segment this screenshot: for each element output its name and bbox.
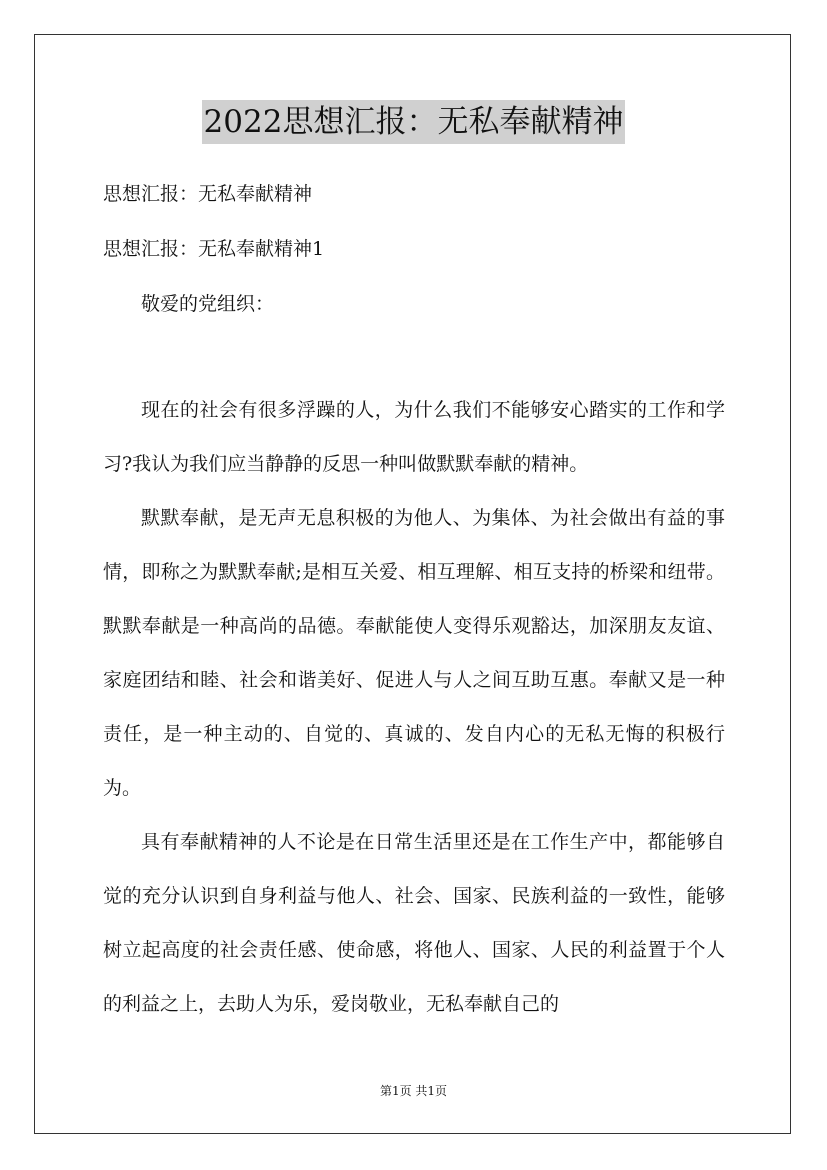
paragraph-3: 具有奉献精神的人不论是在日常生活里还是在工作生产中，都能够自觉的充分认识到自身利益与他人、社会、国家、民族利益的一致性，能够树立起高度的社会责任感、使命感，将他人、国家、人民的利益置于个人的利益之上，去助人为乐，爱岗敬业，无私奉献自己的 [103,831,725,1015]
section-heading: 思想汇报：无私奉献精神1 [103,238,325,260]
page-footer: 第1页 共1页 [379,1084,448,1098]
salutation: 敬爱的党组织： [141,293,275,315]
document-subtitle: 思想汇报：无私奉献精神 [103,183,313,205]
document-title: 2022思想汇报：无私奉献精神 [202,100,626,144]
paragraph-2: 默默奉献，是无声无息积极的为他人、为集体、为社会做出有益的事情，即称之为默默奉献;是相互关爱、相互理解、相互支持的桥梁和纽带。默默奉献是一种高尚的品德。奉献能使人变得乐观豁达，加深朋友友谊、家庭团结和睦、社会和谐美好、促进人与人之间互助互惠。奉献又是一种责任，是一种主动的、自觉的、真诚的、发自内心的无私无悔的积极行为。 [103,507,725,799]
paragraph-1: 现在的社会有很多浮躁的人，为什么我们不能够安心踏实的工作和学习?我认为我们应当静静的反思一种叫做默默奉献的精神。 [103,399,725,475]
title-container [0,100,827,144]
